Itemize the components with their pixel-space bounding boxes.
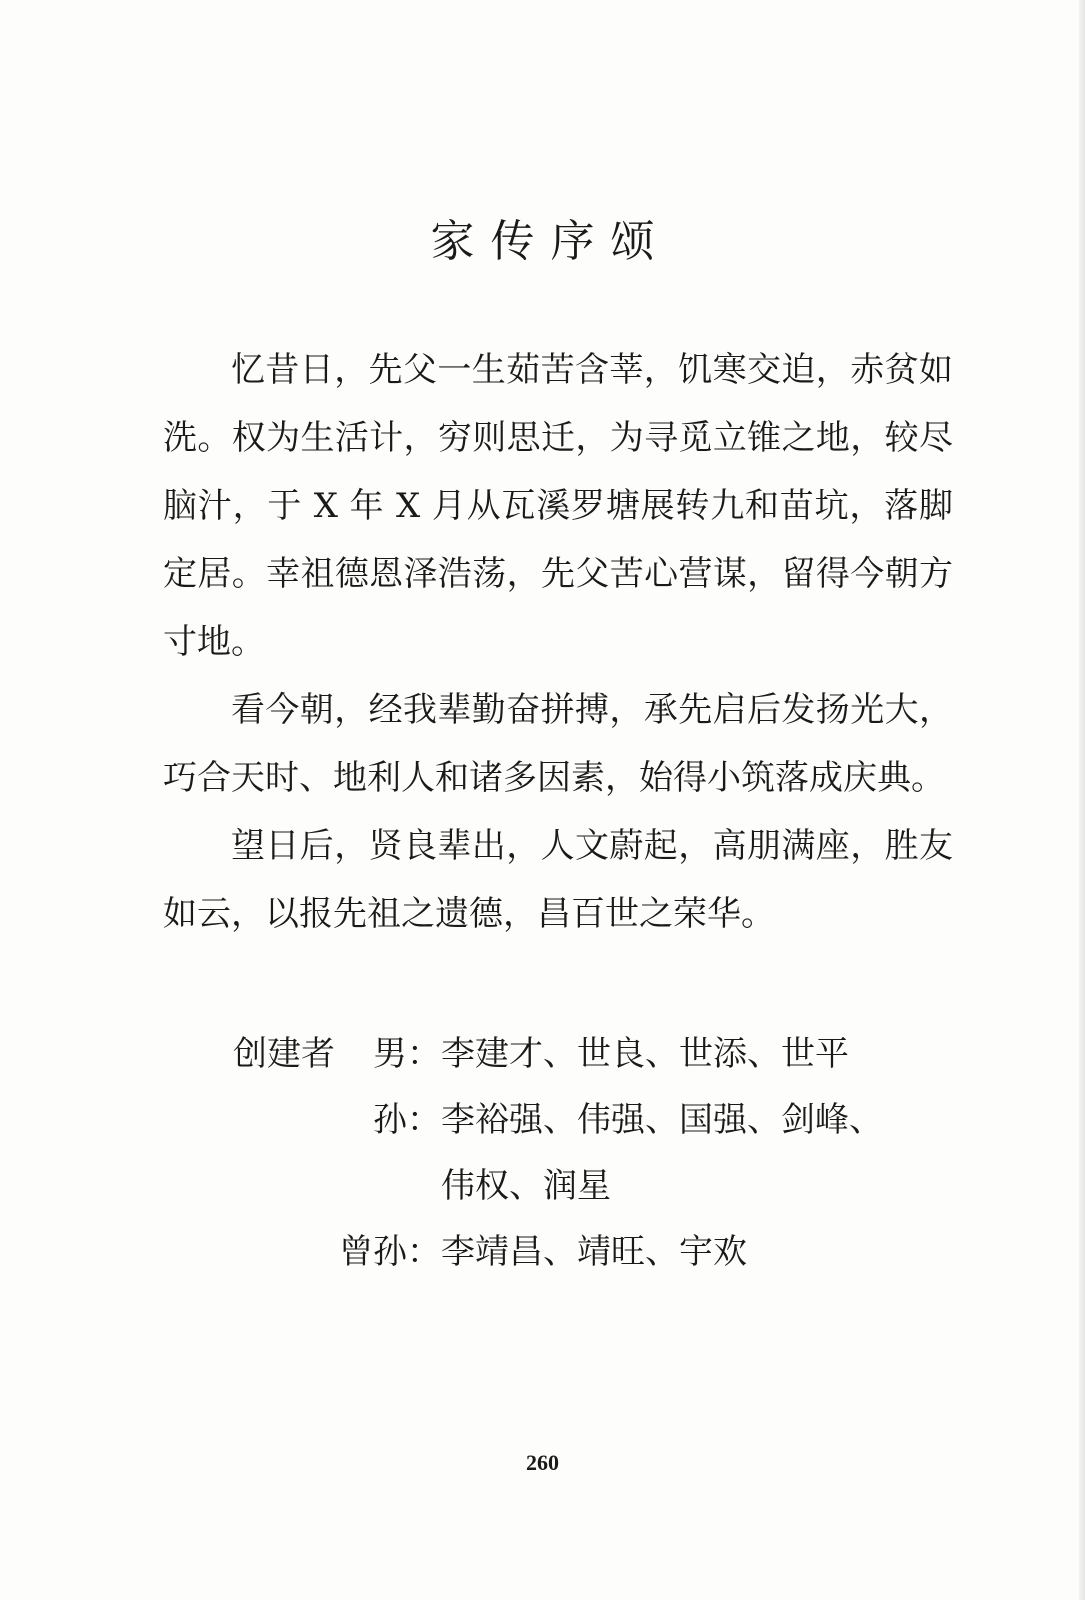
- grandsons-names-line1: 李裕强、伟强、国强、剑峰、: [441, 1100, 883, 1140]
- page-number: 260: [526, 1450, 559, 1475]
- grandsons-names-line2: 伟权、润星: [441, 1166, 611, 1206]
- sons-names: 李建才、世良、世添、世平: [441, 1034, 849, 1074]
- paragraph-future: 望日后，贤良辈出，人文蔚起，高朋满座，胜友如云，以报先祖之遗德，昌百世之荣华。: [163, 826, 953, 934]
- great-grandsons-names: 李靖昌、靖旺、宇欢: [441, 1232, 747, 1272]
- paragraph-present: 看今朝，经我辈勤奋拼搏，承先启后发扬光大，巧合天时、地利人和诸多因素，始得小筑落成庆典。: [163, 690, 953, 798]
- great-grandsons-label: 曾孙：: [339, 1232, 441, 1272]
- body-text: [163, 336, 953, 948]
- grandsons-label: 孙：: [373, 1100, 441, 1140]
- sons-label: 男：: [373, 1034, 441, 1074]
- paragraph-recollection: 忆昔日，先父一生茹苦含莘，饥寒交迫，赤贫如洗。权为生活计，穷则思迁，为寻觅立锥之地，较尽脑汁，于 X 年 X 月从瓦溪罗塘展转九和苗坑，落脚定居。幸祖德恩泽浩荡，先父苦心营谋，留得今朝方寸地。: [163, 350, 953, 662]
- document-title: 家传序颂: [430, 216, 671, 267]
- credits-heading: 创建者: [233, 1034, 335, 1074]
